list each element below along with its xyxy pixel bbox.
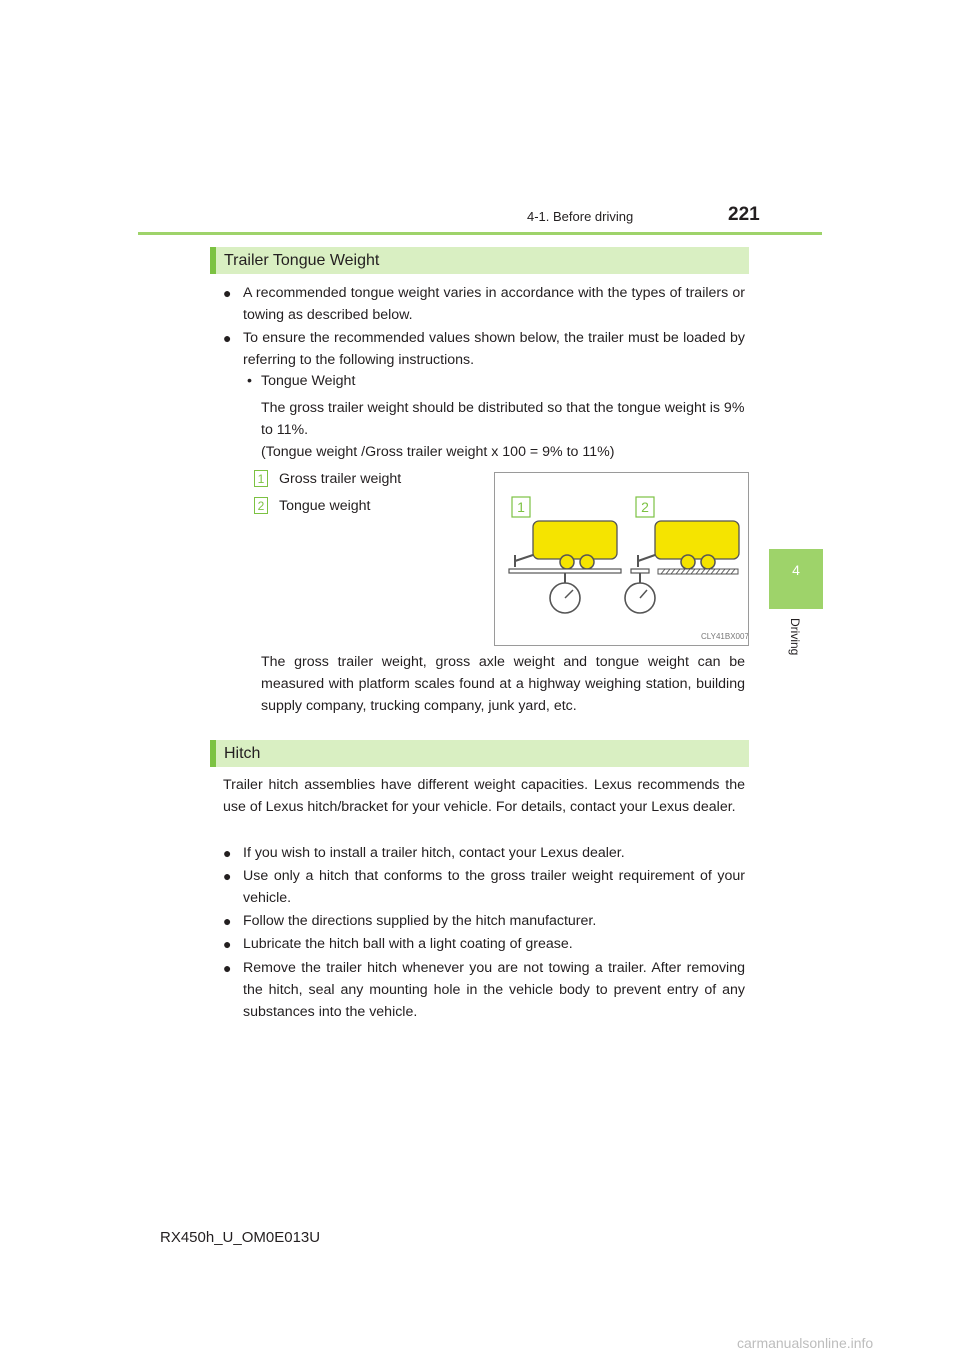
bullet-icon: ● <box>223 960 232 976</box>
legend-label: Gross trailer weight <box>279 471 402 487</box>
figure-code: CLY41BX007 <box>701 632 748 641</box>
callout-number: 2 <box>641 499 649 515</box>
left-trailer <box>509 521 621 613</box>
right-trailer <box>625 521 739 613</box>
header-rule <box>138 232 822 235</box>
legend-label: Tongue weight <box>279 498 371 514</box>
watermark: carmanualsonline.info <box>737 1335 874 1351</box>
bullet-text: A recommended tongue weight varies in accordance with the types of trailers or towing as described below. <box>243 285 745 323</box>
sub-bullet-dot: • <box>247 373 252 389</box>
tongue-weight-description: The gross trailer weight should be distributed so that the tongue weight is 9% to 11%. <box>261 400 745 438</box>
bullet-icon: ● <box>223 845 232 861</box>
hitch-bullet: Lubricate the hitch ball with a light coating of grease. <box>243 936 573 952</box>
chapter-label: Driving <box>788 618 802 656</box>
hitch-intro: Trailer hitch assemblies have different weight capacities. Lexus recommends the use of Lexus hitch/bracket for your vehicle. For details, contact your Lexus dealer. <box>223 777 745 815</box>
trailer-scales-illustration <box>495 473 748 645</box>
section-title-hitch: Hitch <box>210 740 749 767</box>
tongue-weight-formula: (Tongue weight /Gross trailer weight x 100 = 9% to 11%) <box>261 444 615 460</box>
bullet-text: To ensure the recommended values shown below, the trailer must be loaded by referring to the following instructions. <box>243 330 745 368</box>
scales-description: The gross trailer weight, gross axle weight and tongue weight can be measured with platform scales found at a highway weighing station, building supply company, trucking company, junk yard, etc. <box>261 654 745 714</box>
bullet-icon: ● <box>223 330 232 346</box>
bullet-icon: ● <box>223 868 232 884</box>
model-code: RX450h_U_OM0E013U <box>160 1229 321 1246</box>
hitch-bullet: Follow the directions supplied by the hitch manufacturer. <box>243 913 597 929</box>
hitch-bullet: If you wish to install a trailer hitch, contact your Lexus dealer. <box>243 845 625 861</box>
callout-number: 1 <box>517 499 525 515</box>
legend-number: 1 <box>254 470 268 487</box>
section-header: 4-1. Before driving <box>527 209 634 224</box>
section-title-tongue-weight: Trailer Tongue Weight <box>210 247 749 274</box>
hitch-bullet: Use only a hitch that conforms to the gross trailer weight requirement of your vehicle. <box>243 868 745 906</box>
legend-number: 2 <box>254 497 268 514</box>
chapter-number: 4 <box>792 562 800 578</box>
chapter-tab <box>769 549 823 609</box>
hitch-bullet: Remove the trailer hitch whenever you are not towing a trailer. After removing the hitch, seal any mounting hole in the vehicle body to prevent entry of any substances into the vehicle. <box>243 960 745 1020</box>
page-number: 221 <box>728 204 760 225</box>
bullet-icon: ● <box>223 913 232 929</box>
sub-bullet-label: Tongue Weight <box>261 373 356 389</box>
bullet-icon: ● <box>223 936 232 952</box>
trailer-weight-figure <box>494 472 749 646</box>
bullet-icon: ● <box>223 285 232 301</box>
